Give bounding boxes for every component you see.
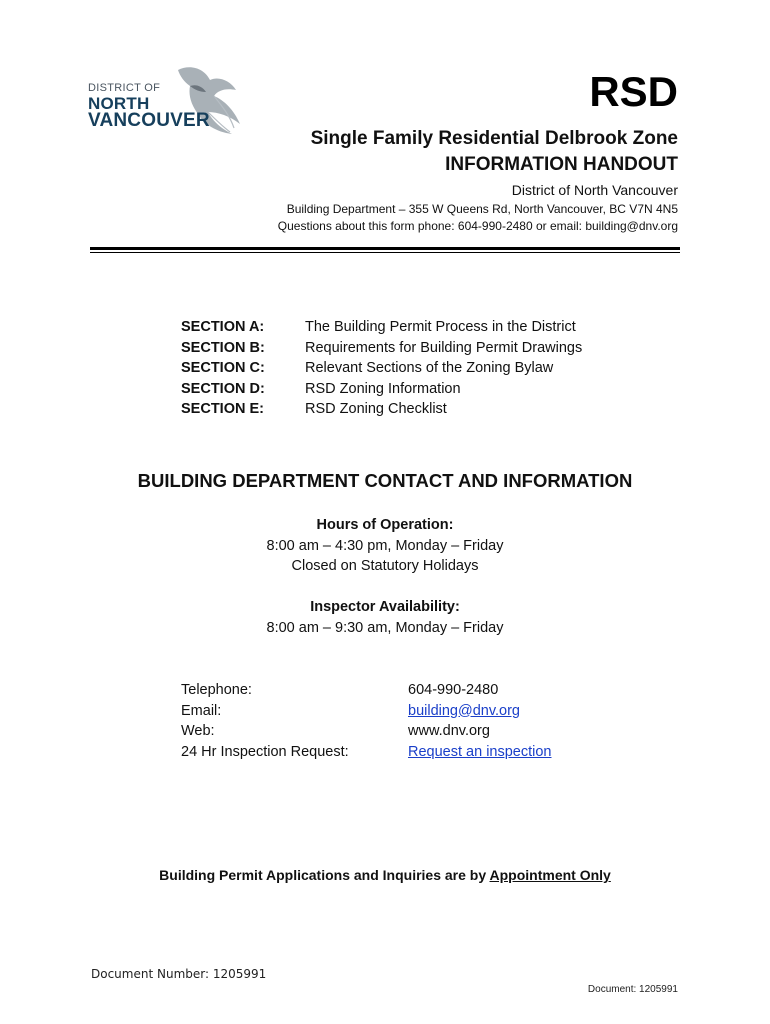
inspector-title: Inspector Availability: (310, 599, 460, 615)
questions-contact-line: Questions about this form phone: 604-990-2480 or email: building@dnv.org (277, 219, 678, 233)
hours-title: Hours of Operation: (316, 517, 454, 533)
contact-row-inspection (181, 744, 552, 765)
department-name: District of North Vancouver (511, 182, 678, 198)
document-number-left: Document Number: 1205991 (91, 967, 267, 981)
section-text: Relevant Sections of the Zoning Bylaw (305, 360, 554, 376)
section-label: SECTION D: (181, 380, 265, 397)
sections-list (181, 319, 582, 422)
holidays-line: Closed on Statutory Holidays (291, 558, 479, 574)
telephone-value: 604-990-2480 (408, 682, 499, 698)
section-row (181, 319, 582, 340)
email-link[interactable]: building@dnv.org (408, 702, 520, 719)
contact-row-web (181, 723, 552, 744)
logo-line-district-of: DISTRICT OF (88, 82, 161, 94)
appointment-only-emphasis: Appointment Only (489, 867, 611, 883)
form-code: RSD (589, 68, 678, 115)
page-title: Single Family Residential Delbrook Zone (310, 128, 678, 149)
section-label: SECTION C: (181, 360, 265, 376)
page-subtitle: INFORMATION HANDOUT (445, 154, 678, 175)
contact-row-email (181, 703, 552, 724)
contact-heading: BUILDING DEPARTMENT CONTACT AND INFORMATION (137, 470, 633, 491)
section-label: SECTION B: (181, 339, 265, 356)
section-text: Requirements for Building Permit Drawings (305, 339, 583, 356)
section-row (181, 401, 582, 422)
contact-details (181, 682, 552, 764)
contact-label: Email: (181, 702, 222, 719)
appointment-notice (0, 867, 770, 883)
web-value: www.dnv.org (408, 723, 490, 739)
hours-line: 8:00 am – 4:30 pm, Monday – Friday (266, 538, 504, 554)
section-row (181, 360, 582, 381)
document-number-right: Document: 1205991 (587, 984, 678, 995)
department-address: Building Department – 355 W Queens Rd, North Vancouver, BC V7N 4N5 (286, 202, 678, 216)
section-label: SECTION E: (181, 401, 264, 417)
contact-label: 24 Hr Inspection Request: (181, 743, 349, 760)
appointment-notice-text: Building Permit Applications and Inquiries are by (159, 867, 490, 883)
section-row (181, 381, 582, 402)
section-label: SECTION A: (181, 319, 265, 335)
header-divider-thick (90, 247, 680, 250)
contact-label: Web: (181, 723, 215, 739)
contact-label: Telephone: (181, 682, 252, 698)
section-row (181, 340, 582, 361)
section-text: The Building Permit Process in the District (305, 319, 576, 335)
section-text: RSD Zoning Information (305, 380, 461, 397)
header-divider-thin (90, 252, 680, 253)
request-inspection-link[interactable]: Request an inspection (408, 743, 552, 760)
district-logo (88, 62, 258, 142)
inspector-hours-line: 8:00 am – 9:30 am, Monday – Friday (266, 620, 504, 636)
section-text: RSD Zoning Checklist (305, 401, 447, 417)
contact-row-telephone (181, 682, 552, 703)
logo-line-north: NORTH (88, 94, 150, 113)
logo-line-vancouver: VANCOUVER (88, 110, 210, 131)
